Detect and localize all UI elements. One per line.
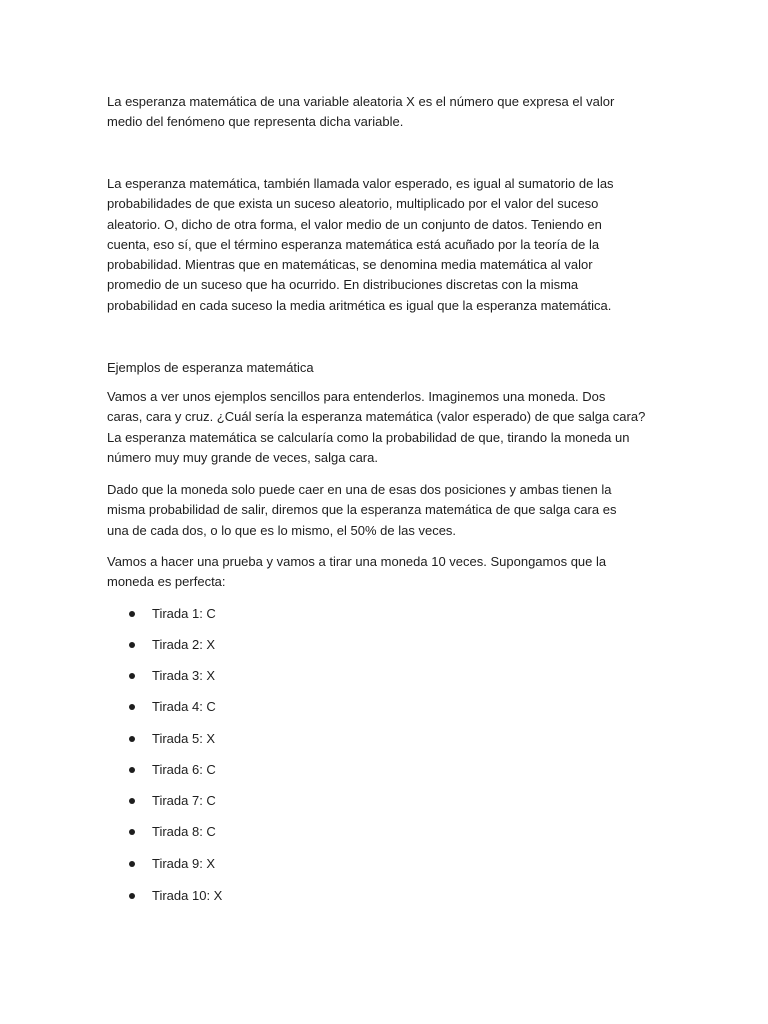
text-line: aleatorio. O, dicho de otra forma, el valor medio de un conjunto de datos. Teniendo en (107, 216, 602, 232)
list-item-text: Tirada 8: C (152, 824, 216, 839)
list-item (0, 697, 768, 717)
list-item (0, 604, 768, 624)
text-line: probabilidad. Mientras que en matemáticas, se denomina media matemática al valor (107, 257, 593, 273)
text-line: caras, cara y cruz. ¿Cuál sería la esperanza matemática (valor esperado) de que salga cara? (107, 409, 646, 425)
paragraph-definition (107, 92, 614, 133)
bullet-icon (129, 893, 135, 899)
bullet-icon (129, 829, 135, 835)
text-line: medio del fenómeno que representa dicha variable. (107, 114, 404, 130)
section-heading (107, 358, 314, 378)
list-item-text: Tirada 4: C (152, 699, 216, 714)
paragraph-example-test (107, 552, 606, 593)
paragraph-example-intro (107, 387, 645, 468)
list-item-text: Tirada 9: X (152, 856, 216, 871)
bullet-icon (129, 704, 135, 710)
text-line: La esperanza matemática de una variable aleatoria X es el número que expresa el valor (107, 94, 615, 109)
paragraph-example-reasoning (107, 480, 616, 541)
text-line: Dado que la moneda solo puede caer en una de esas dos posiciones y ambas tienen la (107, 482, 612, 497)
text-line: misma probabilidad de salir, diremos que la esperanza matemática de que salga cara es (107, 502, 617, 518)
list-item-text: Tirada 10: X (152, 888, 223, 903)
heading-text: Ejemplos de esperanza matemática (107, 360, 314, 375)
text-line: una de cada dos, o lo que es lo mismo, el 50% de las veces. (107, 522, 457, 538)
list-item-text: Tirada 7: C (152, 793, 216, 808)
text-line: promedio de un suceso que ha ocurrido. En distribuciones discretas con la misma (107, 277, 579, 293)
paragraph-explanation (107, 174, 614, 316)
list-item-text: Tirada 5: X (152, 731, 216, 746)
text-line: Vamos a hacer una prueba y vamos a tirar una moneda 10 veces. Supongamos que la (107, 554, 607, 569)
list-item (0, 666, 768, 686)
text-line: Vamos a ver unos ejemplos sencillos para entenderlos. Imaginemos una moneda. Dos (107, 389, 606, 404)
bullet-icon (129, 611, 135, 617)
list-item-text: Tirada 1: C (152, 606, 216, 621)
text-line: probabilidades de que exista un suceso aleatorio, multiplicado por el valor del suceso (107, 196, 599, 212)
bullet-icon (129, 642, 135, 648)
list-item (0, 729, 768, 749)
list-item (0, 791, 768, 811)
text-line: cuenta, eso sí, que el término esperanza matemática está acuñado por la teoría de la (107, 236, 600, 252)
list-item-text: Tirada 3: X (152, 668, 216, 683)
list-item (0, 635, 768, 655)
list-item-text: Tirada 2: X (152, 637, 216, 652)
text-line: La esperanza matemática, también llamada valor esperado, es igual al sumatorio de las (107, 176, 614, 191)
list-item (0, 822, 768, 842)
bullet-icon (129, 861, 135, 867)
list-item (0, 886, 768, 906)
list-item (0, 760, 768, 780)
bullet-icon (129, 767, 135, 773)
list-item-text: Tirada 6: C (152, 762, 216, 777)
text-line: probabilidad en cada suceso la media aritmética es igual que la esperanza matemática. (107, 297, 612, 313)
text-line: La esperanza matemática se calcularía como la probabilidad de que, tirando la moneda un (107, 429, 630, 445)
text-line: número muy muy grande de veces, salga cara. (107, 449, 378, 465)
bullet-icon (129, 798, 135, 804)
bullet-icon (129, 673, 135, 679)
text-line: moneda es perfecta: (107, 574, 226, 590)
bullet-icon (129, 736, 135, 742)
list-item (0, 854, 768, 874)
